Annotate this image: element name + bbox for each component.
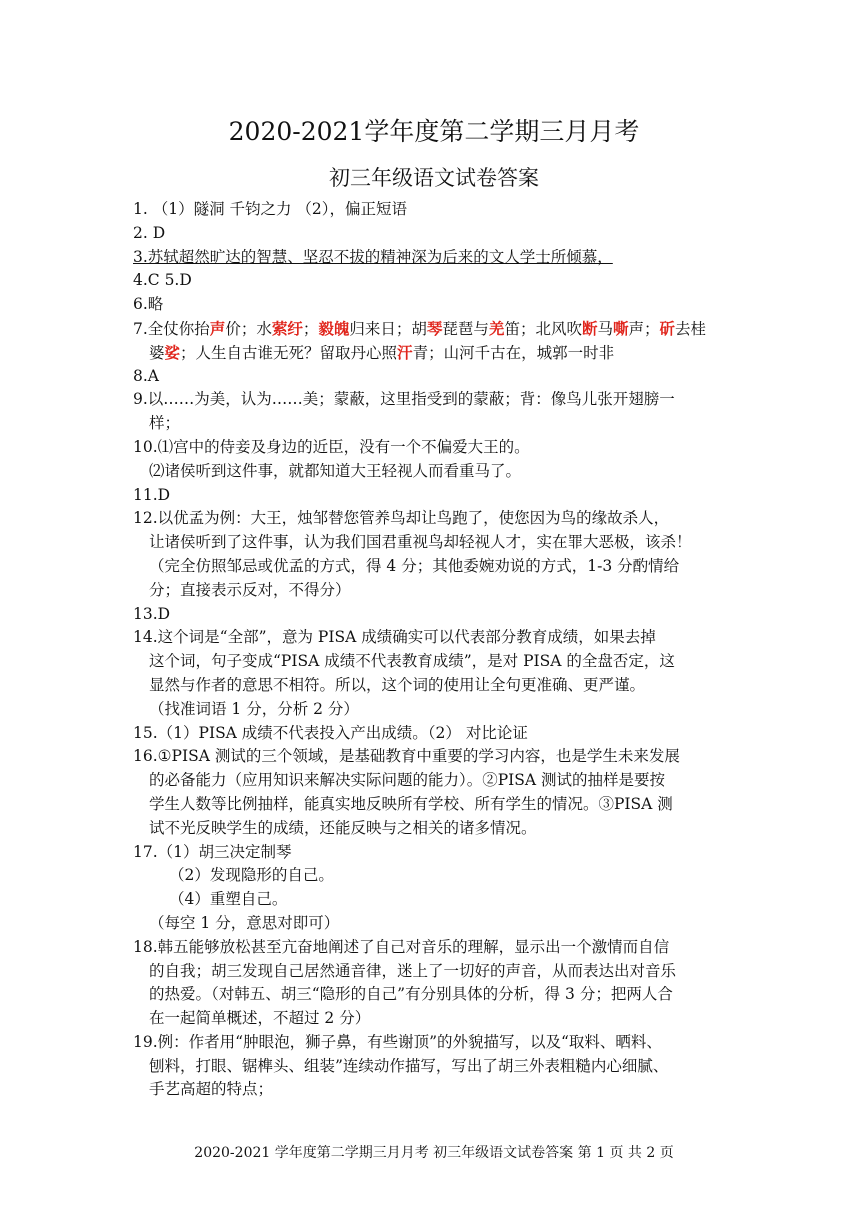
answer-line: 手艺高超的特点；	[149, 1080, 274, 1099]
emphasis-char: 琴	[426, 318, 443, 338]
text-run: 马	[597, 319, 613, 338]
answer-line: 的必备能力（应用知识来解决实际问题的能力）。②PISA 测试的抽样是要按	[149, 771, 666, 790]
answer-line-poetry	[133, 317, 745, 341]
answer-line: 14.这个词是“全部”，意为 PISA 成绩确实可以代表部分教育成绩，如果去掉	[133, 628, 656, 647]
answer-line: 学生人数等比例抽样，能真实地反映所有学校、所有学生的情况。③PISA 测	[149, 794, 673, 813]
emphasis-char: 毅魄	[318, 318, 350, 338]
answer-line: 15.（1）PISA 成绩不代表投入产出成绩。（2） 对比论证	[133, 723, 528, 742]
text-run: 去桂	[675, 319, 707, 338]
answer-line: 16.①PISA 测试的三个领域，是基础教育中重要的学习内容，也是学生未来发展	[133, 747, 680, 766]
emphasis-char: 羌	[488, 318, 505, 338]
answer-line: （4）重塑自己。	[169, 890, 288, 909]
text-run: 婆	[149, 343, 165, 362]
text-run: 青；山河千古在，城郭一时非	[412, 343, 615, 362]
text-run: 笛；北风吹	[504, 319, 582, 338]
answer-line: 1. （1）隧洞 千钧之力 （2），偏正短语	[133, 200, 408, 218]
text-run: ；人生自古谁无死？留取丹心照	[180, 343, 398, 362]
emphasis-char: 嘶	[612, 318, 629, 338]
answer-line: 12.以优孟为例：大王，烛邹替您管养鸟却让鸟跑了，使您因为鸟的缘故杀人，	[133, 509, 670, 528]
text-run: ；	[302, 319, 319, 338]
answer-line: （2）发现隐形的自己。	[169, 866, 334, 885]
answer-line: （找准词语 1 分，分析 2 分）	[149, 699, 359, 718]
answer-line: 的热爱。（对韩五、胡三“隐形的自己”有分别具体的分析，得 3 分；把两人合	[149, 985, 673, 1004]
answer-body	[133, 198, 745, 1102]
answer-line: 17.（1）胡三决定制琴	[133, 842, 292, 861]
text-run: 归来日；胡	[349, 319, 427, 338]
answer-line: （完全仿照邹忌或优孟的方式，得 4 分；其他委婉劝说的方式，1-3 分酌情给	[149, 556, 680, 575]
answer-line: 分；直接表示反对，不得分）	[149, 580, 351, 599]
answer-line: （每空 1 分，意思对即可）	[149, 913, 340, 932]
answer-line: 13.D	[133, 604, 171, 623]
answer-line: 4.C 5.D	[133, 271, 192, 290]
answer-line: 6.略	[133, 295, 164, 314]
answer-line: 10.⑴宫中的侍妾及身边的近臣，没有一个不偏爱大王的。	[133, 437, 530, 456]
answer-line: 18.韩五能够放松甚至亢奋地阐述了自己对音乐的理解，显示出一个激情而自信	[133, 937, 670, 956]
answer-line-poetry	[133, 341, 745, 365]
answer-line: 的自我；胡三发现自己居然通音律，迷上了一切好的声音，从而表达出对音乐	[149, 961, 677, 980]
answer-line: 刨料，打眼、锯榫头、组装”连续动作描写，写出了胡三外表粗糙内心细腻、	[149, 1056, 669, 1075]
emphasis-char: 萦纡	[271, 318, 303, 338]
emphasis-char: 汗	[397, 342, 413, 362]
emphasis-char: 断	[581, 318, 598, 338]
text-run: 7.全仗你抬	[133, 319, 210, 338]
answer-line: 在一起简单概述，不超过 2 分）	[149, 1009, 371, 1028]
emphasis-char: 娑	[164, 342, 181, 362]
text-run: 声；	[628, 319, 660, 338]
answer-line: 显然与作者的意思不相符。所以，这个词的使用让全句更准确、更严谨。	[149, 675, 646, 694]
answer-line: 9.以……为美，认为……美；蒙蔽，这里指受到的蒙蔽；背：像鸟儿张开翅膀一	[133, 390, 675, 409]
text-run: 价；水	[225, 319, 272, 338]
answer-line-underlined: 3.苏轼超然旷达的智慧、坚忍不拔的精神深为后来的文人学士所倾慕，	[133, 247, 613, 266]
answer-line: 让诸侯听到了这件事，认为我们国君重视鸟却轻视人才，实在罪大恶极，该杀！	[149, 533, 692, 552]
page-footer: 2020-2021 学年度第二学期三月月考 初三年级语文试卷答案 第 1 页 共 2 页	[194, 1145, 674, 1161]
answer-line: ⑵诸侯听到这件事，就都知道大王轻视人而看重马了。	[149, 461, 522, 480]
answer-line: 2. D	[133, 223, 166, 242]
answer-line: 11.D	[133, 485, 171, 504]
text-run: 琵琶与	[442, 319, 489, 338]
answer-line: 样；	[149, 414, 181, 433]
emphasis-char: 声	[209, 318, 226, 338]
answer-line: 试不光反映学生的成绩，还能反映与之相关的诸多情况。	[149, 818, 537, 837]
answer-line: 8.A	[133, 366, 159, 385]
emphasis-char: 斫	[659, 318, 676, 338]
document-title: 2020-2021学年度第二学期三月月考	[228, 117, 640, 146]
answer-line: 19.例：作者用“肿眼泡，狮子鼻，有些谢顶”的外貌描写，以及“取料、晒料、	[133, 1032, 662, 1051]
document-subtitle: 初三年级语文试卷答案	[329, 166, 539, 190]
answer-line: 这个词，句子变成“PISA 成绩不代表教育成绩”，是对 PISA 的全盘否定，这	[149, 652, 675, 671]
